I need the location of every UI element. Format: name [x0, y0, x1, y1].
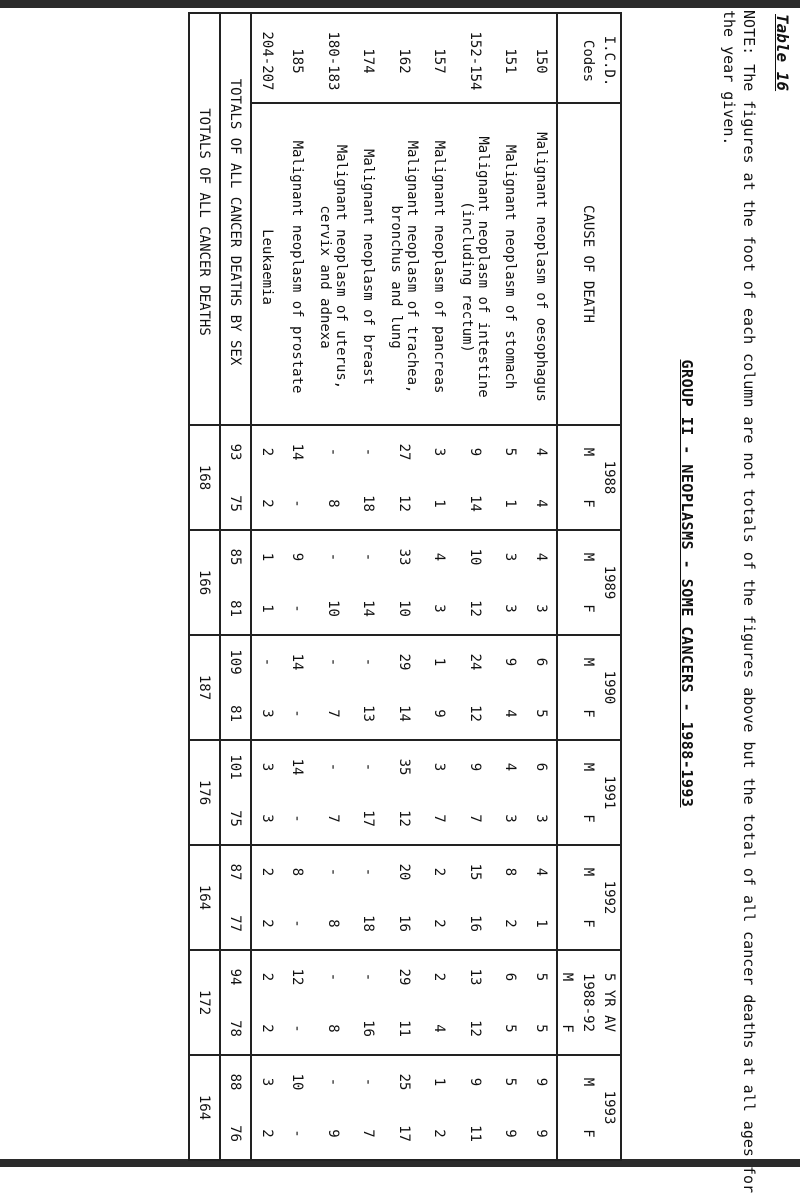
- male-count: 1: [424, 635, 455, 688]
- female-count: 9: [495, 1108, 526, 1160]
- table-row: [353, 13, 384, 1160]
- female-count: 7: [325, 814, 341, 823]
- female-count: 2: [502, 919, 519, 928]
- female-count: -: [289, 1024, 306, 1033]
- table-label: Table 16: [773, 14, 792, 92]
- male-count: 14: [282, 740, 313, 793]
- cause-of-death: [251, 103, 282, 425]
- male-count: -: [353, 845, 384, 898]
- icd-code: 162: [384, 13, 424, 103]
- male-count: 2: [251, 950, 282, 1003]
- male-count: -: [313, 1055, 353, 1108]
- cause-line: bronchus and lung: [388, 205, 404, 349]
- female-count: 17: [384, 1108, 424, 1160]
- male-total: 94: [220, 950, 251, 1003]
- male-count: 6: [526, 635, 557, 688]
- year-header-1993: 1993: [599, 1055, 621, 1160]
- female-total: 76: [220, 1108, 251, 1160]
- male-count: 5: [495, 1055, 526, 1108]
- totals-all-row: [189, 13, 220, 1160]
- male-count: -: [251, 635, 282, 688]
- female-count: 5: [533, 709, 549, 718]
- female-count: 3: [259, 709, 275, 718]
- avg-range-header: 1988-92: [577, 950, 599, 1055]
- male-count: 3: [424, 740, 455, 793]
- male-count: 1: [251, 530, 282, 583]
- male-count: 4: [495, 740, 526, 793]
- grand-total: 164: [189, 845, 220, 950]
- male-count: 9: [282, 530, 313, 583]
- male-count: 5: [526, 950, 557, 1003]
- codes-header-2: Codes: [577, 13, 599, 103]
- male-count: -: [353, 635, 384, 688]
- male-count: 3: [495, 530, 526, 583]
- male-count: 33: [384, 530, 424, 583]
- male-count: 5: [495, 425, 526, 478]
- year-header-5yr-av: 5 YR AV: [599, 950, 621, 1055]
- male-count: 4: [526, 845, 557, 898]
- female-count: 3: [259, 814, 275, 823]
- female-count: 8: [325, 919, 341, 928]
- grand-total: 176: [189, 740, 220, 845]
- totals-all-label: TOTALS OF ALL CANCER DEATHS: [189, 13, 220, 425]
- totals-by-sex-row: [220, 13, 251, 1160]
- female-count: 5: [502, 1024, 519, 1033]
- note-line-2: the year given.: [720, 10, 738, 146]
- grand-total: 187: [189, 635, 220, 740]
- female-count: 7: [467, 814, 483, 823]
- cause-line: Malignant neoplasm of prostate: [289, 140, 306, 394]
- table-row: [282, 13, 313, 1160]
- female-total: 75: [220, 478, 251, 530]
- cause-line: Malignant neoplasm of breast: [360, 148, 377, 385]
- female-count: 14: [396, 705, 412, 722]
- female-count: 7: [353, 1108, 384, 1160]
- male-count: 4: [526, 425, 557, 478]
- male-count: 2: [251, 845, 282, 898]
- male-count: 8: [282, 845, 313, 898]
- header-row-1: [599, 13, 621, 1160]
- male-count: 1: [424, 1055, 455, 1108]
- codes-header: I.C.D.: [599, 13, 621, 103]
- male-count: 9: [455, 740, 495, 793]
- female-count: 12: [396, 495, 412, 512]
- year-header-1991: 1991: [599, 740, 621, 845]
- male-count: 6: [495, 950, 526, 1003]
- cause-of-death: [353, 103, 384, 425]
- cause-header: CAUSE OF DEATH: [577, 103, 599, 425]
- male-count: 27: [384, 425, 424, 478]
- female-count: 11: [455, 1108, 495, 1160]
- cause-line: Malignant neoplasm of oesophagus: [533, 132, 549, 402]
- cause-of-death: [455, 103, 495, 425]
- female-count: 3: [502, 814, 519, 823]
- male-count: -: [353, 950, 384, 1003]
- grand-total: 168: [189, 425, 220, 530]
- female-count: 13: [360, 705, 377, 722]
- male-total: 85: [220, 530, 251, 583]
- note-line-1: NOTE: The figures at the foot of each column are not totals of the figures above but the total of all cancer deaths at all ages for: [740, 10, 758, 1193]
- icd-code: 151: [495, 13, 526, 103]
- female-count: -: [289, 709, 306, 718]
- female-count: 3: [533, 604, 549, 613]
- female-count: 1: [533, 919, 549, 928]
- female-count: 1: [431, 499, 448, 508]
- cause-line: cervix and adnexa: [317, 205, 333, 349]
- icd-code: 152-154: [455, 13, 495, 103]
- male-count: 3: [251, 740, 282, 793]
- male-count: -: [313, 530, 353, 583]
- totals-by-sex-label: TOTALS OF ALL CANCER DEATHS BY SEX: [220, 13, 251, 425]
- icd-code: 157: [424, 13, 455, 103]
- female-count: 2: [259, 919, 275, 928]
- male-count: 20: [384, 845, 424, 898]
- male-count: -: [313, 635, 353, 688]
- female-count: 2: [431, 919, 448, 928]
- table-row: [313, 13, 353, 1160]
- female-count: 9: [431, 709, 448, 718]
- cancer-deaths-table: [188, 12, 622, 1161]
- grand-total: 164: [189, 1055, 220, 1160]
- male-total: 109: [220, 635, 251, 688]
- male-count: -: [353, 425, 384, 478]
- year-header-1990: 1990: [599, 635, 621, 740]
- female-count: -: [282, 1108, 313, 1160]
- female-count: 3: [533, 814, 549, 823]
- female-count: -: [289, 604, 306, 613]
- table-row: [495, 13, 526, 1160]
- table-row: [424, 13, 455, 1160]
- cause-of-death: [313, 103, 353, 425]
- female-count: 7: [325, 709, 341, 718]
- male-count: 24: [455, 635, 495, 688]
- female-count: -: [289, 499, 306, 508]
- female-count: 10: [396, 600, 412, 617]
- icd-code: 150: [526, 13, 557, 103]
- female-count: 16: [467, 915, 483, 932]
- cause-line: Leukaemia: [259, 229, 275, 305]
- female-total: 81: [220, 688, 251, 740]
- male-count: 2: [424, 950, 455, 1003]
- cause-line: Malignant neoplasm of pancreas: [431, 140, 448, 394]
- male-count: 2: [251, 425, 282, 478]
- male-count: 4: [526, 530, 557, 583]
- male-total: 93: [220, 425, 251, 478]
- male-count: 13: [455, 950, 495, 1003]
- header-row-3: M F: [557, 13, 577, 1160]
- female-count: 2: [251, 1108, 282, 1160]
- table-row: [455, 13, 495, 1160]
- year-header-1988: 1988: [599, 425, 621, 530]
- male-count: -: [313, 740, 353, 793]
- male-count: 2: [424, 845, 455, 898]
- male-count: 9: [495, 635, 526, 688]
- male-count: 35: [384, 740, 424, 793]
- female-count: 2: [259, 1024, 275, 1033]
- grand-total: 166: [189, 530, 220, 635]
- male-count: 29: [384, 950, 424, 1003]
- grand-total: 172: [189, 950, 220, 1055]
- female-count: 9: [526, 1108, 557, 1160]
- female-count: 14: [467, 495, 483, 512]
- female-count: 12: [396, 810, 412, 827]
- cause-line: Malignant neoplasm of intestine: [475, 136, 491, 398]
- female-total: 75: [220, 793, 251, 845]
- male-total: 88: [220, 1055, 251, 1108]
- female-count: 2: [424, 1108, 455, 1160]
- female-total: 77: [220, 898, 251, 950]
- female-count: -: [289, 919, 306, 928]
- female-total: 81: [220, 583, 251, 635]
- female-count: 7: [431, 814, 448, 823]
- male-count: 6: [526, 740, 557, 793]
- female-count: 1: [259, 604, 275, 613]
- female-count: 8: [325, 1024, 341, 1033]
- male-count: 9: [455, 1055, 495, 1108]
- icd-code: 174: [353, 13, 384, 103]
- female-count: 9: [313, 1108, 353, 1160]
- year-header-1992: 1992: [599, 845, 621, 950]
- cause-of-death: [424, 103, 455, 425]
- female-count: 1: [502, 499, 519, 508]
- female-count: 14: [360, 600, 377, 617]
- male-count: 10: [455, 530, 495, 583]
- female-count: 5: [533, 1024, 549, 1033]
- male-count: 14: [282, 425, 313, 478]
- male-count: 9: [526, 1055, 557, 1108]
- male-count: 9: [455, 425, 495, 478]
- female-count: 4: [533, 499, 549, 508]
- female-count: 17: [360, 810, 377, 827]
- female-count: 4: [502, 709, 519, 718]
- icd-code: 180-183: [313, 13, 353, 103]
- female-count: 2: [259, 499, 275, 508]
- female-count: 18: [360, 495, 377, 512]
- cause-line: Malignant neoplasm of trachea,: [404, 140, 420, 394]
- header-row-2: Codes CAUSE OF DEATH M F M F M F M F M F 1988-92 M F: [577, 13, 599, 1160]
- male-count: 3: [424, 425, 455, 478]
- cause-line: Malignant neoplasm of stomach: [502, 144, 519, 390]
- male-count: 25: [384, 1055, 424, 1108]
- female-total: 78: [220, 1003, 251, 1055]
- male-count: 8: [495, 845, 526, 898]
- table-title: GROUP II - NEOPLASMS - SOME CANCERS - 1988-1993: [678, 359, 696, 808]
- female-count: 4: [431, 1024, 448, 1033]
- male-count: 3: [251, 1055, 282, 1108]
- female-count: 16: [396, 915, 412, 932]
- female-count: 16: [360, 1020, 377, 1037]
- male-count: 14: [282, 635, 313, 688]
- cause-line: (including rectum): [459, 201, 475, 353]
- table-row: [251, 13, 282, 1160]
- female-count: 12: [467, 1020, 483, 1037]
- male-total: 87: [220, 845, 251, 898]
- male-count: -: [313, 425, 353, 478]
- male-count: -: [353, 1055, 384, 1108]
- female-count: -: [289, 814, 306, 823]
- male-count: 15: [455, 845, 495, 898]
- female-count: 10: [325, 600, 341, 617]
- male-count: -: [353, 740, 384, 793]
- icd-code: 185: [282, 13, 313, 103]
- male-count: 12: [282, 950, 313, 1003]
- female-count: 8: [325, 499, 341, 508]
- male-count: 29: [384, 635, 424, 688]
- male-count: -: [353, 530, 384, 583]
- cause-of-death: [526, 103, 557, 425]
- cause-of-death: [282, 103, 313, 425]
- female-count: 12: [467, 600, 483, 617]
- male-count: 10: [282, 1055, 313, 1108]
- male-total: 101: [220, 740, 251, 793]
- table-row: [384, 13, 424, 1160]
- male-count: 4: [424, 530, 455, 583]
- male-count: -: [313, 950, 353, 1003]
- cause-of-death: [495, 103, 526, 425]
- female-count: 18: [360, 915, 377, 932]
- female-count: 3: [502, 604, 519, 613]
- female-count: 3: [431, 604, 448, 613]
- cause-line: Malignant neoplasm of uterus,: [333, 144, 349, 390]
- female-count: 12: [467, 705, 483, 722]
- year-header-1989: 1989: [599, 530, 621, 635]
- cause-of-death: [384, 103, 424, 425]
- icd-code: 204-207: [251, 13, 282, 103]
- table-row: [526, 13, 557, 1160]
- male-count: -: [313, 845, 353, 898]
- female-count: 11: [396, 1020, 412, 1037]
